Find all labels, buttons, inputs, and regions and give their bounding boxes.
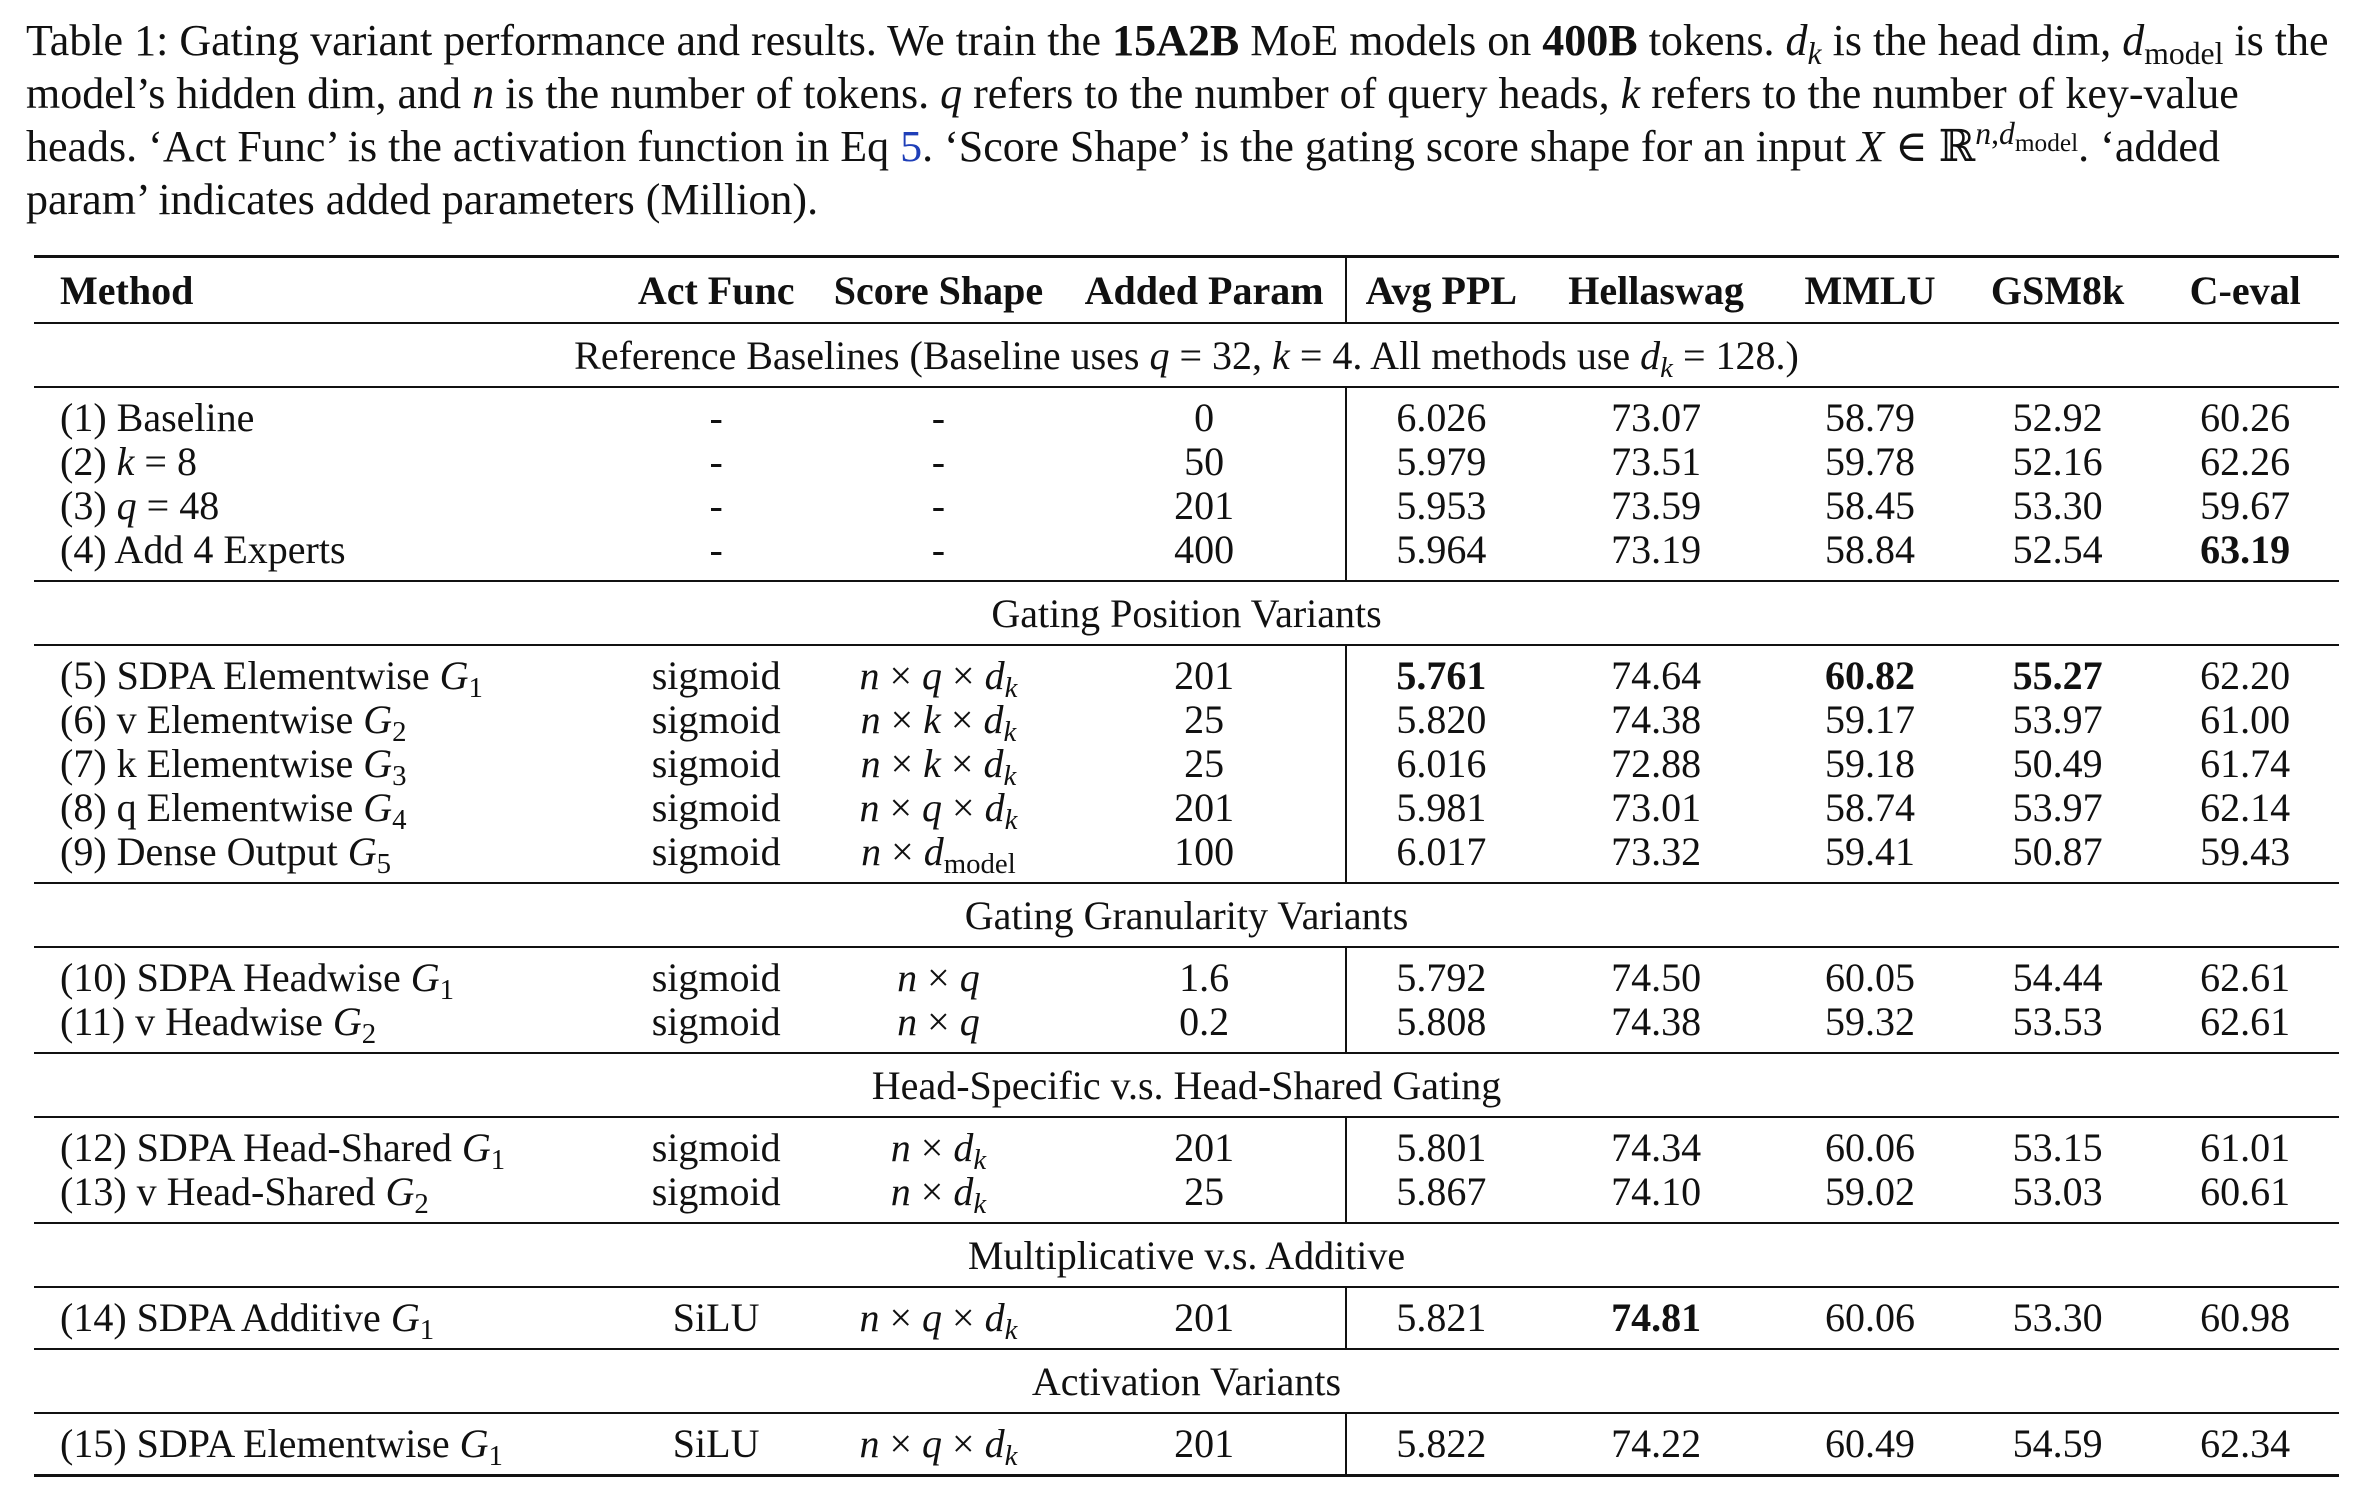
col-c-eval: C-eval: [2189, 267, 2301, 313]
table-row: (15) SDPA Elementwise $G_1$ SiLU $n \times q \times d_k$ 201 5.822 74.22 60.49 54.59 62.34: [34, 1413, 2339, 1476]
col-mmlu: MMLU: [1804, 267, 1936, 313]
caption-label: Table 1:: [26, 16, 169, 65]
table-row: (13) v Head-Shared $G_2$ sigmoid $n \times d_k$ 25 5.867 74.10 59.02 53.03 60.61: [34, 1170, 2339, 1223]
col-added-param: Added Param: [1063, 257, 1345, 324]
header-row: [34, 257, 2339, 324]
section-header: Multiplicative v.s. Additive: [34, 1223, 2339, 1287]
section-header: Gating Position Variants: [34, 581, 2339, 645]
table-row: (8) q Elementwise $G_4$ sigmoid $n \times q \times d_k$ 201 5.981 73.01 58.74 53.97 62.14: [60, 785, 2291, 837]
table-row: (5) SDPA Elementwise $G_1$ sigmoid $n \times q \times d_k$ 201 5.761 74.64 60.82 55.27 62.20: [34, 645, 2339, 698]
caption-model: 15A2B: [1112, 16, 1240, 65]
equation-link[interactable]: 5: [900, 122, 923, 171]
table-row: (3) q = 48 - - 201 5.953 73.59 58.45 53.30 59.67: [60, 483, 2291, 528]
caption-tokens: 400B: [1542, 16, 1638, 65]
col-act-func: Act Func: [637, 267, 795, 313]
table-row: (9) Dense Output $G_5$ sigmoid $n \times d_{model}$ 100 6.017 73.32 59.41 50.87 59.43: [34, 830, 2339, 883]
col-hellaswag: Hellaswag: [1568, 267, 1744, 313]
table-row: (2) k = 8 - - 50 5.979 73.51 59.78 52.16 62.26: [60, 439, 2291, 484]
section-header: Head-Specific v.s. Head-Shared Gating: [34, 1053, 2339, 1117]
table-row: (6) v Elementwise $G_2$ sigmoid $n \times k \times d_k$ 25 5.820 74.38 59.17 53.97 61.00: [60, 697, 2291, 749]
col-avg-ppl: Avg PPL: [1365, 267, 1518, 313]
col-method: Method: [60, 267, 194, 313]
section-header: Activation Variants: [34, 1349, 2339, 1413]
section-header: Reference Baselines (Baseline uses q = 32, k = 4. All methods use $d_k = 128$.): [34, 323, 2339, 387]
caption-text: Gating variant performance and results. We train the: [179, 16, 1102, 65]
table-row: (14) SDPA Additive $G_1$ SiLU $n \times q \times d_k$ 201 5.821 74.81 60.06 53.30 60.98: [34, 1287, 2339, 1349]
col-score-shape: Score Shape: [833, 267, 1044, 313]
table-row: (1) Baseline - - 0 6.026 73.07 58.79 52.92 60.26: [34, 387, 2339, 440]
table-caption: Table 1: Gating variant performance and results. We train the 15A2B MoE models on 400B tokens. $d_k$ is the head dim, $d_{model}$ is the model’s hidden dim, and n is the number of tokens. q refers to the number of query heads, k refers to the number of key-value heads. ‘Act Func’ is the activation function in Eq 5. ‘Score Shape’ is the gating score shape for an input X ∈ ℝ$^{n,d_{model}}$. ‘added param’ indicates added parameters (Million).: [26, 16, 2329, 224]
table-row: (10) SDPA Headwise $G_1$ sigmoid n × q 1.6 5.792 74.50 60.05 54.44 62.61: [34, 947, 2339, 1000]
results-table: [34, 255, 2339, 1477]
col-gsm8k: GSM8k: [1990, 267, 2125, 313]
table-row: (11) v Headwise $G_2$ sigmoid n × q 0.2 5.808 74.38 59.32 53.53 62.61: [34, 1000, 2339, 1053]
table-row: (7) k Elementwise $G_3$ sigmoid $n \times k \times d_k$ 25 6.016 72.88 59.18 50.49 61.74: [60, 741, 2291, 793]
table-row: (4) Add 4 Experts - - 400 5.964 73.19 58.84 52.54 63.19: [34, 528, 2339, 581]
table-row: (12) SDPA Head-Shared $G_1$ sigmoid $n \times d_k$ 201 5.801 74.34 60.06 53.15 61.01: [34, 1117, 2339, 1170]
section-header: Gating Granularity Variants: [34, 883, 2339, 947]
